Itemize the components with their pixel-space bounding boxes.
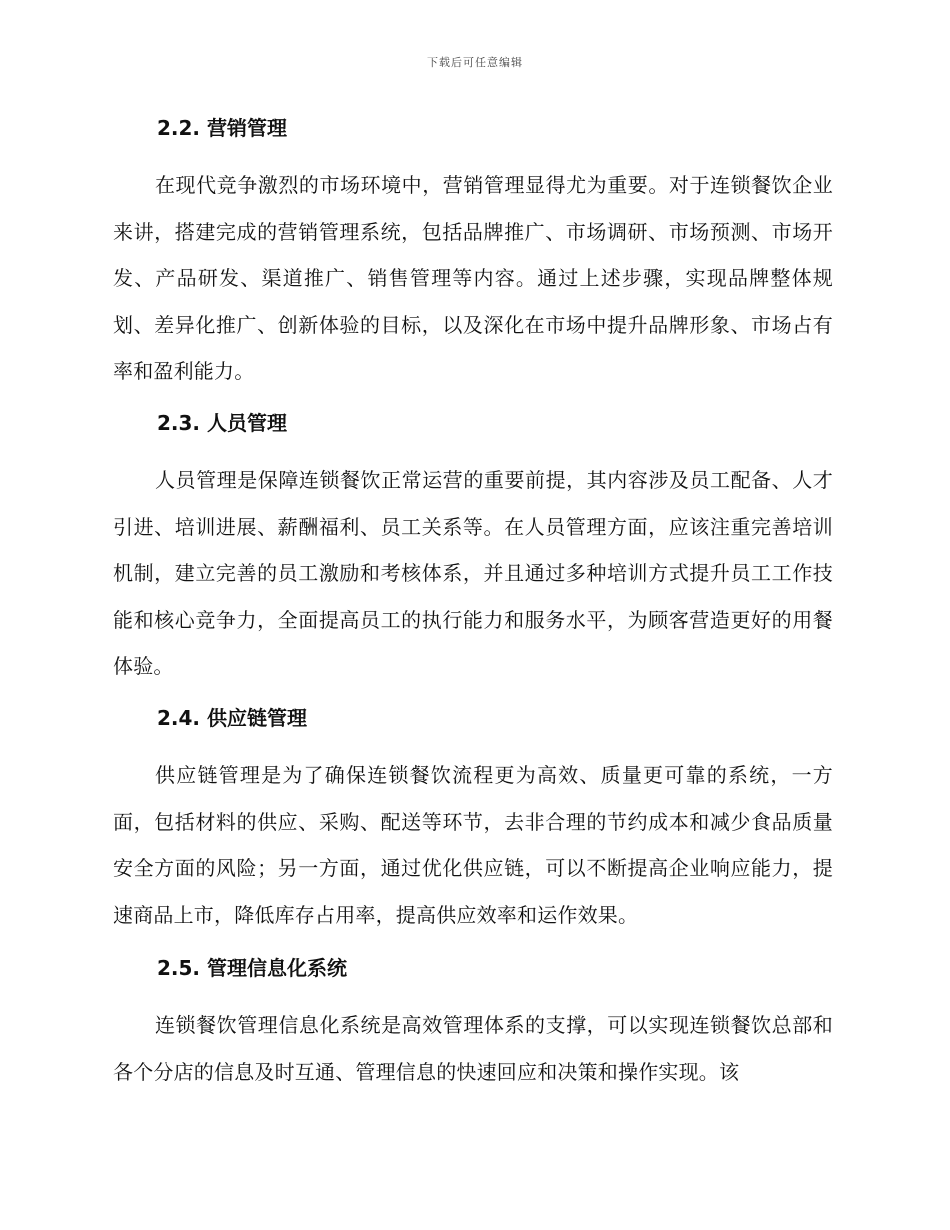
section-heading-information-system: 2.5. 管理信息化系统	[157, 956, 347, 980]
section-heading-supply-chain: 2.4. 供应链管理	[157, 706, 307, 730]
page-header: 下载后可任意编辑	[427, 56, 523, 69]
section-paragraph-personnel: 人员管理是保障连锁餐饮正常运营的重要前提，其内容涉及员工配备、人才引进、培训进展、薪酬福利、员工关系等。在人员管理方面，应该注重完善培训机制，建立完善的员工激励和考核体系，并且通过多种培训方式提升员工工作技能和核心竞争力，全面提高员工的执行能力和服务水平，为顾客营造更好的用餐体验。	[113, 468, 833, 678]
section-paragraph-supply-chain: 供应链管理是为了确保连锁餐饮流程更为高效、质量更可靠的系统，一方面，包括材料的供应、采购、配送等环节，去非合理的节约成本和减少食品质量安全方面的风险；另一方面，通过优化供应链，可以不断提高企业响应能力，提速商品上市，降低库存占用率，提高供应效率和运作效果。	[113, 763, 833, 927]
section-paragraph-information-system: 连锁餐饮管理信息化系统是高效管理体系的支撑，可以实现连锁餐饮总部和各个分店的信息及时互通、管理信息的快速回应和决策和操作实现。该	[113, 1013, 833, 1084]
section-heading-marketing: 2.2. 营销管理	[157, 116, 287, 140]
section-paragraph-marketing: 在现代竞争激烈的市场环境中，营销管理显得尤为重要。对于连锁餐饮企业来讲，搭建完成的营销管理系统，包括品牌推广、市场调研、市场预测、市场开发、产品研发、渠道推广、销售管理等内容。通过上述步骤，实现品牌整体规划、差异化推广、创新体验的目标，以及深化在市场中提升品牌形象、市场占有率和盈利能力。	[113, 173, 833, 383]
section-heading-personnel: 2.3. 人员管理	[157, 411, 287, 435]
